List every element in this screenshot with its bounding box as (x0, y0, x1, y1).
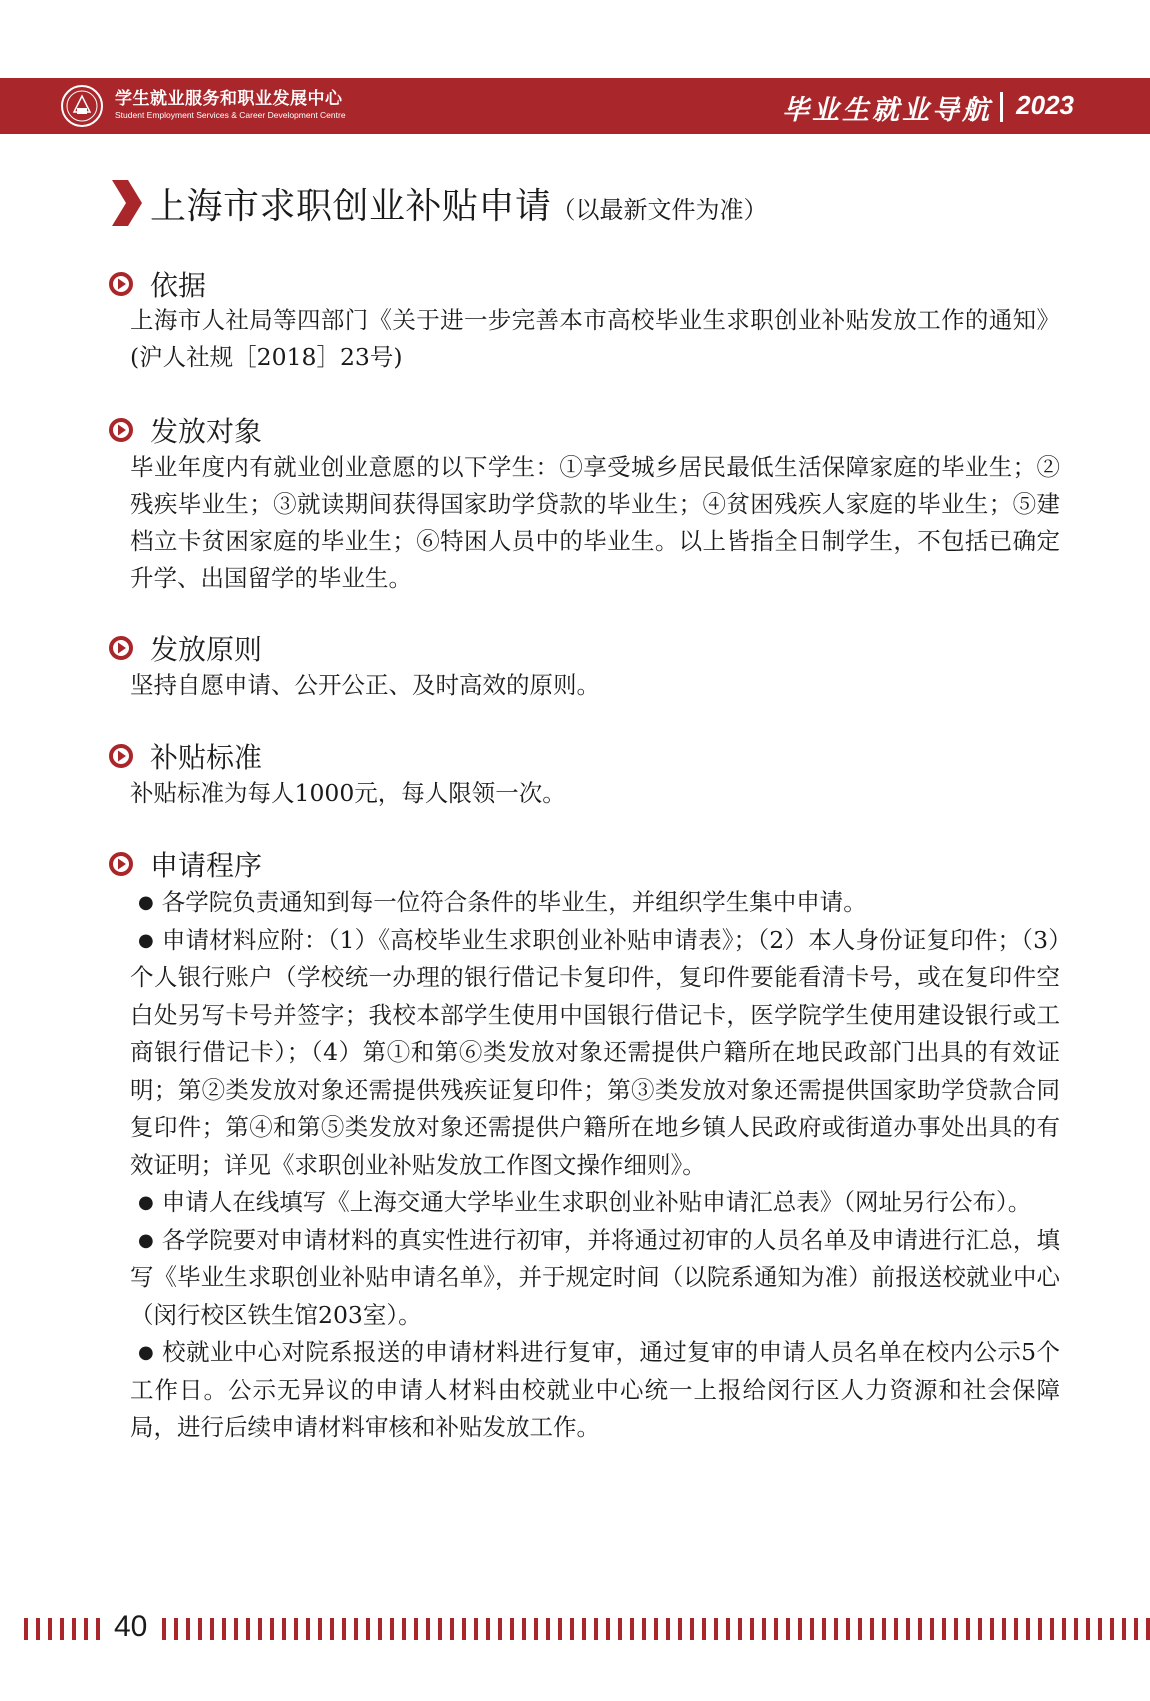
guide-year: 2023 (1016, 90, 1074, 120)
list-item: ● 各学院负责通知到每一位符合条件的毕业生，并组织学生集中申请。 (138, 888, 867, 916)
section-title: 发放对象 (150, 415, 263, 448)
header-bar (0, 78, 1150, 134)
bullet-icon: ● (138, 892, 154, 913)
bullet-icon: ● (138, 1342, 155, 1363)
org-name-cn: 学生就业服务和职业发展中心 (115, 89, 343, 109)
footer-tick-decoration (162, 1618, 1150, 1640)
footer (0, 1608, 1150, 1648)
bullet-icon: ● (138, 1192, 154, 1213)
section-title: 依据 (150, 269, 207, 302)
footer-tick-decoration (24, 1618, 108, 1640)
bullet-icon: ● (138, 1229, 154, 1251)
section-body: 毕业年度内有就业创业意愿的以下学生：①享受城乡居民最低生活保障家庭的毕业生；②残疾毕业生；③就读期间获得国家助学贷款的毕业生；④贫困残疾人家庭的毕业生；⑤建档立卡贫困家庭的毕业生；⑥特困人员中的毕业生。以上皆指全日制学生，不包括已确定升学、出国留学的毕业生。 (130, 453, 1060, 592)
procedure-list (130, 884, 1060, 1447)
section-title: 申请程序 (150, 849, 263, 882)
guide-title: 毕业生就业导航 (782, 95, 992, 126)
play-circle-icon (108, 635, 134, 661)
play-circle-icon (108, 417, 134, 443)
section-title: 发放原则 (150, 633, 263, 666)
section-body: 补贴标准为每人1000元，每人限领一次。 (130, 779, 566, 807)
play-circle-icon (108, 851, 134, 877)
bullet-icon: ● (138, 929, 154, 951)
org-name-en: Student Employment Services & Career Development Centre (115, 110, 346, 120)
guide-separator (1000, 92, 1003, 122)
page-title-note: （以最新文件为准） (551, 196, 768, 224)
list-item: ● 申请材料应附：（1）《高校毕业生求职创业补贴申请表》；（2）本人身份证复印件；（3）个人银行账户（学校统一办理的银行借记卡复印件，复印件要能看清卡号，或在复印件空白处另写卡号并签字；我校本部学生使用中国银行借记卡，医学院学生使用建设银行或工商银行借记卡）；（4）第①和第⑥类发放对象还需提供户籍所在地民政部门出具的有效证明；第②类发放对象还需提供残疾证复印件；第③类发放对象还需提供国家助学贷款合同复印件；第④和第⑤类发放对象还需提供户籍所在地乡镇人民政府或街道办事处出具的有效证明；详见《求职创业补贴发放工作图文操作细则》。 (130, 925, 1060, 1179)
page-title-text: 上海市求职创业补贴申请 (150, 186, 552, 227)
play-circle-icon (108, 271, 134, 297)
page-title (150, 178, 768, 229)
play-circle-icon (108, 743, 134, 769)
section-body: 上海市人社局等四部门《关于进一步完善本市高校毕业生求职创业补贴发放工作的通知》(沪人社规［2018］23号) (130, 306, 1060, 371)
list-item: ● 校就业中心对院系报送的申请材料进行复审，通过复审的申请人员名单在校内公示5个工作日。公示无异议的申请人材料由校就业中心统一上报给闵行区人力资源和社会保障局，进行后续申请材料审核和补贴发放工作。 (130, 1338, 1060, 1441)
section-title: 补贴标准 (150, 741, 263, 774)
list-item: ● 申请人在线填写《上海交通大学毕业生求职创业补贴申请汇总表》（网址另行公布）。 (138, 1188, 1032, 1216)
list-item: ● 各学院要对申请材料的真实性进行初审，并将通过初审的人员名单及申请进行汇总，填写《毕业生求职创业补贴申请名单》，并于规定时间（以院系通知为准）前报送校就业中心（闵行校区铁生馆203室）。 (130, 1225, 1061, 1329)
section-body: 坚持自愿申请、公开公正、及时高效的原则。 (130, 671, 600, 699)
university-logo-icon (60, 84, 104, 128)
chevron-right-icon (108, 178, 144, 228)
page-number: 40 (114, 1610, 148, 1643)
